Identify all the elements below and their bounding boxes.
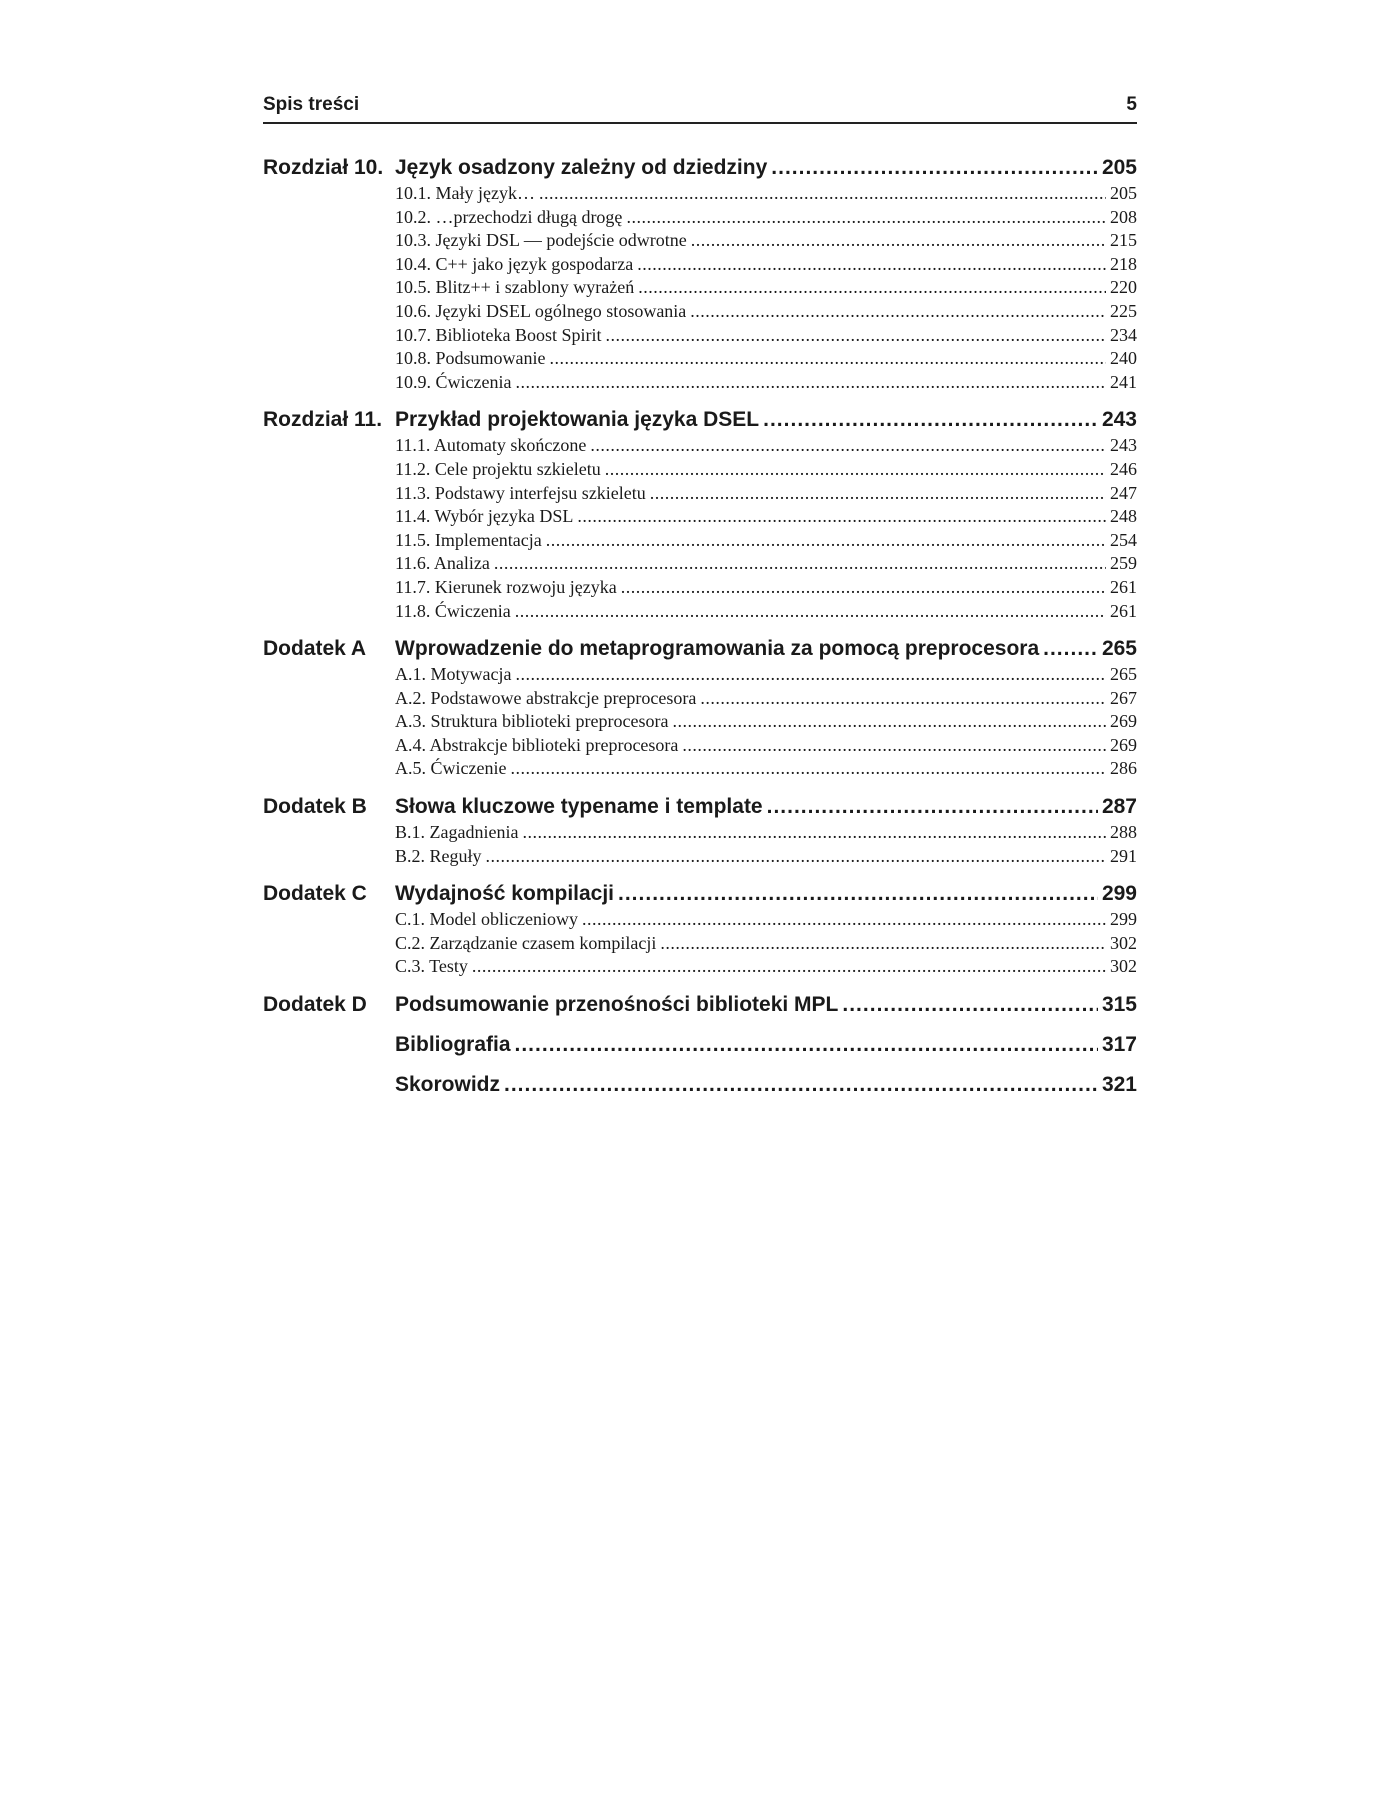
document-page [263, 94, 1137, 1111]
chapter-label: Dodatek B [263, 795, 367, 819]
chapter-title: Przykład projektowania języka DSEL [395, 408, 760, 432]
section-entry[interactable] [395, 253, 1137, 277]
toc-chapter [263, 1071, 1137, 1099]
dot-leader [606, 324, 1106, 348]
section-entry[interactable] [395, 600, 1137, 624]
section-page-number: 248 [1110, 506, 1137, 527]
chapter-label: Rozdział 11. [263, 408, 383, 432]
toc-chapter [263, 635, 1137, 781]
toc-chapter [263, 1031, 1137, 1059]
section-entry[interactable] [395, 932, 1137, 956]
section-page-number: 234 [1110, 324, 1137, 345]
dot-leader [842, 991, 1098, 1019]
table-of-contents [263, 154, 1137, 1099]
dot-leader [771, 154, 1098, 182]
chapter-title: Słowa kluczowe typename i template [395, 795, 763, 819]
section-title: 10.7. Biblioteka Boost Spirit [395, 324, 602, 345]
section-page-number: 269 [1110, 711, 1137, 732]
chapter-title: Wydajność kompilacji [395, 882, 615, 906]
chapter-label: Dodatek C [263, 882, 367, 906]
header-page-number: 5 [1126, 94, 1137, 115]
section-entry[interactable] [395, 206, 1137, 230]
section-list [395, 663, 1137, 781]
dot-leader [605, 458, 1106, 482]
section-entry[interactable] [395, 229, 1137, 253]
section-title: 10.1. Mały język… [395, 183, 535, 203]
section-page-number: 215 [1110, 230, 1137, 251]
section-page-number: 246 [1110, 458, 1137, 479]
section-page-number: 254 [1110, 529, 1137, 550]
section-entry[interactable] [395, 757, 1137, 781]
section-title: 11.3. Podstawy interfejsu szkieletu [395, 482, 646, 503]
dot-leader [626, 206, 1106, 230]
section-page-number: 259 [1110, 553, 1137, 574]
chapter-label: Dodatek A [263, 637, 367, 661]
section-title: 10.2. …przechodzi długą drogę [395, 206, 623, 227]
chapter-page-number: 299 [1101, 882, 1137, 906]
dot-leader [550, 347, 1107, 371]
dot-leader [546, 529, 1106, 553]
dot-leader [590, 434, 1106, 458]
chapter-entry[interactable] [263, 793, 1137, 821]
chapter-title: Wprowadzenie do metaprogramowania za pomocą preprocesora [395, 637, 1040, 661]
section-page-number: 205 [1110, 183, 1137, 203]
section-entry[interactable] [395, 182, 1137, 206]
dot-leader [660, 932, 1106, 956]
section-entry[interactable] [395, 576, 1137, 600]
section-page-number: 241 [1110, 371, 1137, 392]
chapter-page-number: 315 [1101, 993, 1137, 1017]
section-title: 10.6. Języki DSEL ogólnego stosowania [395, 300, 687, 321]
chapter-title: Skorowidz [395, 1073, 501, 1097]
section-title: A.5. Ćwiczenie [395, 758, 507, 779]
chapter-label: Dodatek D [263, 993, 367, 1017]
section-entry[interactable] [395, 663, 1137, 687]
toc-chapter [263, 406, 1137, 623]
section-entry[interactable] [395, 687, 1137, 711]
section-entry[interactable] [395, 552, 1137, 576]
section-entry[interactable] [395, 955, 1137, 979]
dot-leader [539, 182, 1106, 206]
dot-leader [522, 821, 1106, 845]
chapter-page-number: 317 [1101, 1033, 1137, 1057]
section-entry[interactable] [395, 734, 1137, 758]
toc-chapter [263, 793, 1137, 868]
section-entry[interactable] [395, 434, 1137, 458]
dot-leader [515, 1031, 1098, 1059]
section-entry[interactable] [395, 505, 1137, 529]
section-entry[interactable] [395, 300, 1137, 324]
section-title: 10.5. Blitz++ i szablony wyrażeń [395, 277, 635, 298]
section-entry[interactable] [395, 371, 1137, 395]
section-page-number: 243 [1110, 435, 1137, 456]
section-list [395, 434, 1137, 623]
dot-leader [621, 576, 1106, 600]
dot-leader [763, 406, 1098, 434]
section-page-number: 267 [1110, 687, 1137, 708]
section-page-number: 240 [1110, 348, 1137, 369]
section-title: A.1. Motywacja [395, 664, 512, 685]
section-page-number: 269 [1110, 734, 1137, 755]
chapter-entry[interactable] [263, 635, 1137, 663]
dot-leader [515, 371, 1106, 395]
section-entry[interactable] [395, 710, 1137, 734]
section-page-number: 218 [1110, 253, 1137, 274]
section-list [395, 821, 1137, 868]
section-title: 10.8. Podsumowanie [395, 348, 546, 369]
section-page-number: 302 [1110, 932, 1137, 953]
dot-leader [582, 908, 1106, 932]
section-page-number: 299 [1110, 909, 1137, 930]
chapter-page-number: 321 [1101, 1073, 1137, 1097]
section-entry[interactable] [395, 908, 1137, 932]
section-title: 11.2. Cele projektu szkieletu [395, 458, 601, 479]
dot-leader [767, 793, 1098, 821]
section-page-number: 302 [1110, 956, 1137, 977]
dot-leader [672, 710, 1106, 734]
dot-leader [618, 880, 1098, 908]
section-page-number: 208 [1110, 206, 1137, 227]
chapter-title: Podsumowanie przenośności biblioteki MPL [395, 993, 839, 1017]
chapter-page-number: 243 [1101, 408, 1137, 432]
section-title: A.2. Podstawowe abstrakcje preprocesora [395, 687, 697, 708]
dot-leader [494, 552, 1106, 576]
section-page-number: 220 [1110, 277, 1137, 298]
section-entry[interactable] [395, 276, 1137, 300]
section-title: 10.3. Języki DSL — podejście odwrotne [395, 230, 687, 251]
section-title: B.1. Zagadnienia [395, 822, 519, 843]
dot-leader [510, 757, 1106, 781]
toc-chapter [263, 154, 1137, 394]
dot-leader [504, 1071, 1098, 1099]
section-title: 11.7. Kierunek rozwoju języka [395, 576, 617, 597]
section-entry[interactable] [395, 324, 1137, 348]
section-entry[interactable] [395, 482, 1137, 506]
section-page-number: 225 [1110, 300, 1137, 321]
chapter-label: Rozdział 10. [263, 156, 384, 179]
chapter-entry[interactable] [263, 880, 1137, 908]
section-title: 11.1. Automaty skończone [395, 435, 587, 456]
section-page-number: 261 [1110, 600, 1137, 621]
section-page-number: 261 [1110, 576, 1137, 597]
section-title: A.4. Abstrakcje biblioteki preprocesora [395, 734, 679, 755]
section-page-number: 247 [1110, 482, 1137, 503]
section-entry[interactable] [395, 821, 1137, 845]
section-title: B.2. Reguły [395, 845, 482, 866]
dot-leader [682, 734, 1106, 758]
dot-leader [650, 482, 1106, 506]
section-title: 10.4. C++ jako język gospodarza [395, 253, 634, 274]
section-title: 10.9. Ćwiczenia [395, 371, 512, 392]
dot-leader [637, 253, 1106, 277]
toc-chapter [263, 991, 1137, 1019]
chapter-entry[interactable] [263, 991, 1137, 1019]
running-header [263, 94, 1137, 124]
section-entry[interactable] [395, 529, 1137, 553]
chapter-page-number: 205 [1101, 156, 1137, 179]
section-title: C.3. Testy [395, 956, 468, 977]
dot-leader [577, 505, 1106, 529]
dot-leader [690, 300, 1106, 324]
dot-leader [691, 229, 1106, 253]
chapter-page-number: 265 [1101, 637, 1137, 661]
section-entry[interactable] [395, 458, 1137, 482]
dot-leader [515, 600, 1106, 624]
toc-chapter [263, 880, 1137, 979]
chapter-entry[interactable] [263, 154, 1137, 182]
dot-leader [486, 845, 1106, 869]
dot-leader [515, 663, 1106, 687]
chapter-title: Bibliografia [395, 1033, 511, 1057]
section-page-number: 291 [1110, 845, 1137, 866]
section-page-number: 288 [1110, 822, 1137, 843]
dot-leader [472, 955, 1106, 979]
section-list [395, 182, 1137, 394]
chapter-title: Język osadzony zależny od dziedziny [395, 156, 768, 179]
section-entry[interactable] [395, 845, 1137, 869]
chapter-entry[interactable] [263, 1031, 1137, 1059]
chapter-entry[interactable] [263, 1071, 1137, 1099]
section-title: 11.4. Wybór języka DSL [395, 506, 574, 527]
header-title: Spis treści [263, 94, 360, 115]
section-title: C.2. Zarządzanie czasem kompilacji [395, 932, 657, 953]
section-list [395, 908, 1137, 979]
section-title: C.1. Model obliczeniowy [395, 909, 578, 930]
dot-leader [700, 687, 1106, 711]
chapter-page-number: 287 [1101, 795, 1137, 819]
section-title: A.3. Struktura biblioteki preprocesora [395, 711, 669, 732]
section-page-number: 265 [1110, 664, 1137, 685]
section-title: 11.5. Implementacja [395, 529, 542, 550]
section-title: 11.8. Ćwiczenia [395, 600, 511, 621]
section-title: 11.6. Analiza [395, 553, 490, 574]
dot-leader [638, 276, 1106, 300]
dot-leader [1043, 635, 1098, 663]
section-page-number: 286 [1110, 758, 1137, 779]
section-entry[interactable] [395, 347, 1137, 371]
chapter-entry[interactable] [263, 406, 1137, 434]
